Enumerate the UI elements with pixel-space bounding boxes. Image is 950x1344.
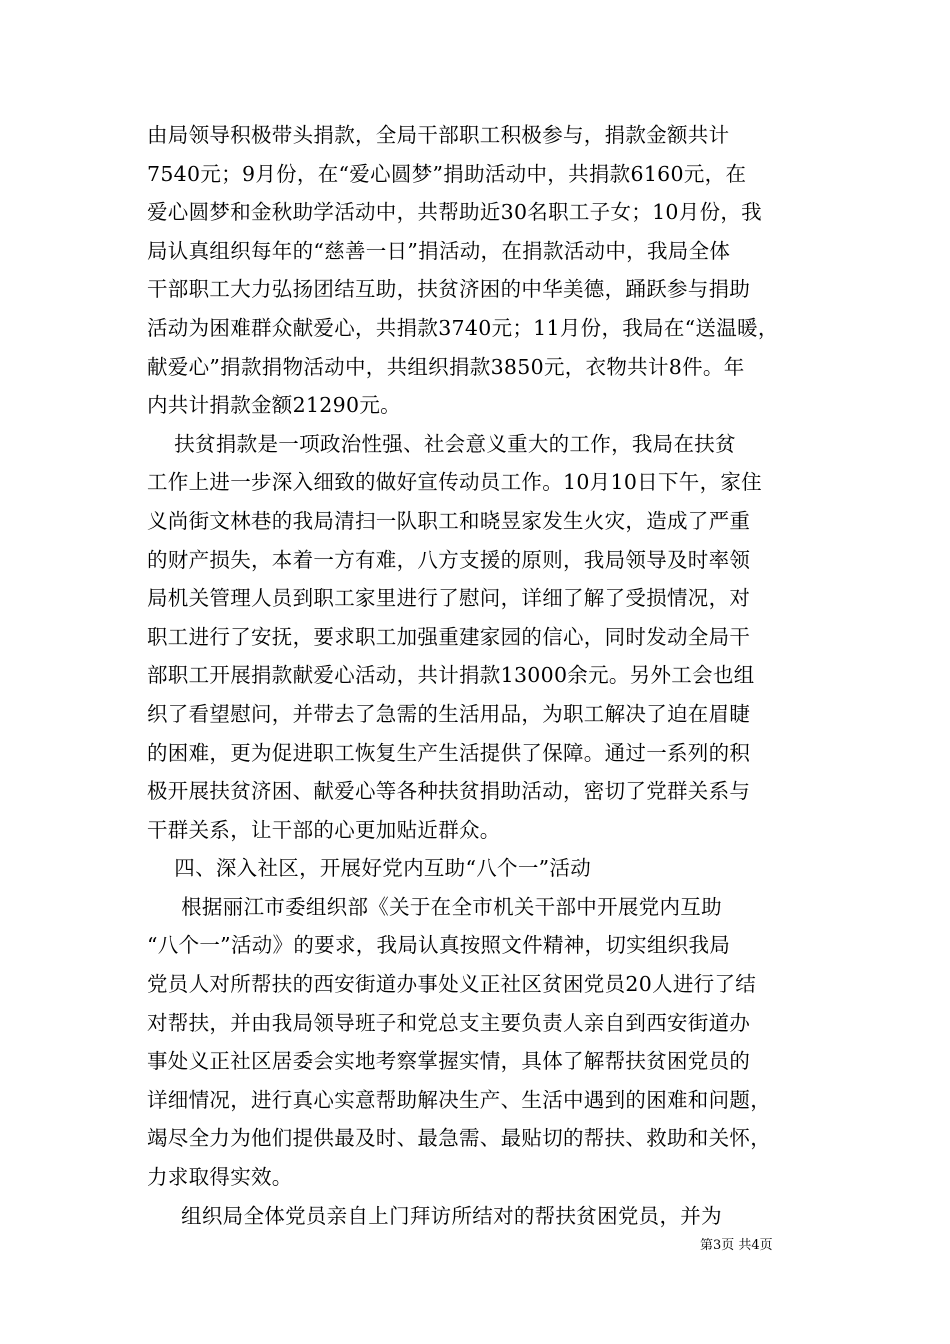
text-line: 干部职工大力弘扬团结互助，扶贫济困的中华美德，踊跃参与捐助 <box>147 277 751 302</box>
text-line: 干群关系，让干部的心更加贴近群众。 <box>147 817 501 842</box>
text-line: 工作上进一步深入细致的做好宣传动员工作。10月10日下午，家住 <box>147 470 762 495</box>
text-line: 由局领导积极带头捐款，全局干部职工积极参与，捐款金额共计 <box>147 123 730 147</box>
text-line: 职工进行了安抚，要求职工加强重建家园的信心，同时发动全局干 <box>147 624 751 649</box>
text-line: 事处义正社区居委会实地考察掌握实情，具体了解帮扶贫困党员的 <box>147 1049 751 1074</box>
text-line: 内共计捐款金额21290元。 <box>147 393 401 418</box>
text-line: 的困难，更为促进职工恢复生产生活提供了保障。通过一系列的积 <box>147 740 751 765</box>
text-line: 献爱心”捐款捐物活动中，共组织捐款3850元，衣物共计8件。年 <box>147 354 745 379</box>
text-line: 扶贫捐款是一项政治性强、社会意义重大的工作，我局在扶贫 <box>147 431 736 456</box>
text-line: 活动为困难群众献爱心，共捐款3740元；11月份，我局在“送温暖， <box>147 315 779 340</box>
text-line: 织了看望慰问，并带去了急需的生活用品，为职工解决了迫在眉睫 <box>147 701 751 726</box>
text-line: 义尚街文林巷的我局清扫一队职工和晓昱家发生火灾，造成了严重 <box>147 508 751 533</box>
body-text <box>147 116 811 1235</box>
text-line: 力求取得实效。 <box>147 1165 293 1190</box>
page-footer: 第3页 共4页 <box>700 1238 773 1253</box>
text-line: 对帮扶，并由我局领导班子和党总支主要负责人亲自到西安街道办 <box>147 1010 751 1035</box>
text-line: 极开展扶贫济困、献爱心等各种扶贫捐助活动，密切了党群关系与 <box>147 779 751 804</box>
text-line: 详细情况，进行真心实意帮助解决生产、生活中遇到的困难和问题， <box>147 1087 771 1112</box>
text-line: 竭尽全力为他们提供最及时、最急需、最贴切的帮扶、救助和关怀， <box>147 1126 771 1151</box>
text-line: 党员人对所帮扶的西安街道办事处义正社区贫困党员20人进行了结 <box>147 972 757 997</box>
text-line: 局机关管理人员到职工家里进行了慰问，详细了解了受损情况，对 <box>147 586 751 611</box>
text-line: 四、深入社区，开展好党内互助“八个一”活动 <box>147 856 592 881</box>
text-line: 局认真组织每年的“慈善一日”捐活动，在捐款活动中，我局全体 <box>147 238 731 263</box>
text-line: 爱心圆梦和金秋助学活动中，共帮助近30名职工子女；10月份，我 <box>147 200 762 225</box>
text-line: 根据丽江市委组织部《关于在全市机关干部中开展党内互助 <box>147 894 722 919</box>
text-line: 的财产损失，本着一方有难，八方支援的原则，我局领导及时率领 <box>147 547 751 572</box>
text-line: “八个一”活动》的要求，我局认真按照文件精神，切实组织我局 <box>147 933 731 958</box>
text-line: 7540元；9月份，在“爱心圆梦”捐助活动中，共捐款6160元，在 <box>147 161 747 186</box>
text-line: 部职工开展捐款献爱心活动，共计捐款13000余元。另外工会也组 <box>147 663 755 688</box>
text-line: 组织局全体党员亲自上门拜访所结对的帮扶贫困党员，并为 <box>147 1203 722 1228</box>
